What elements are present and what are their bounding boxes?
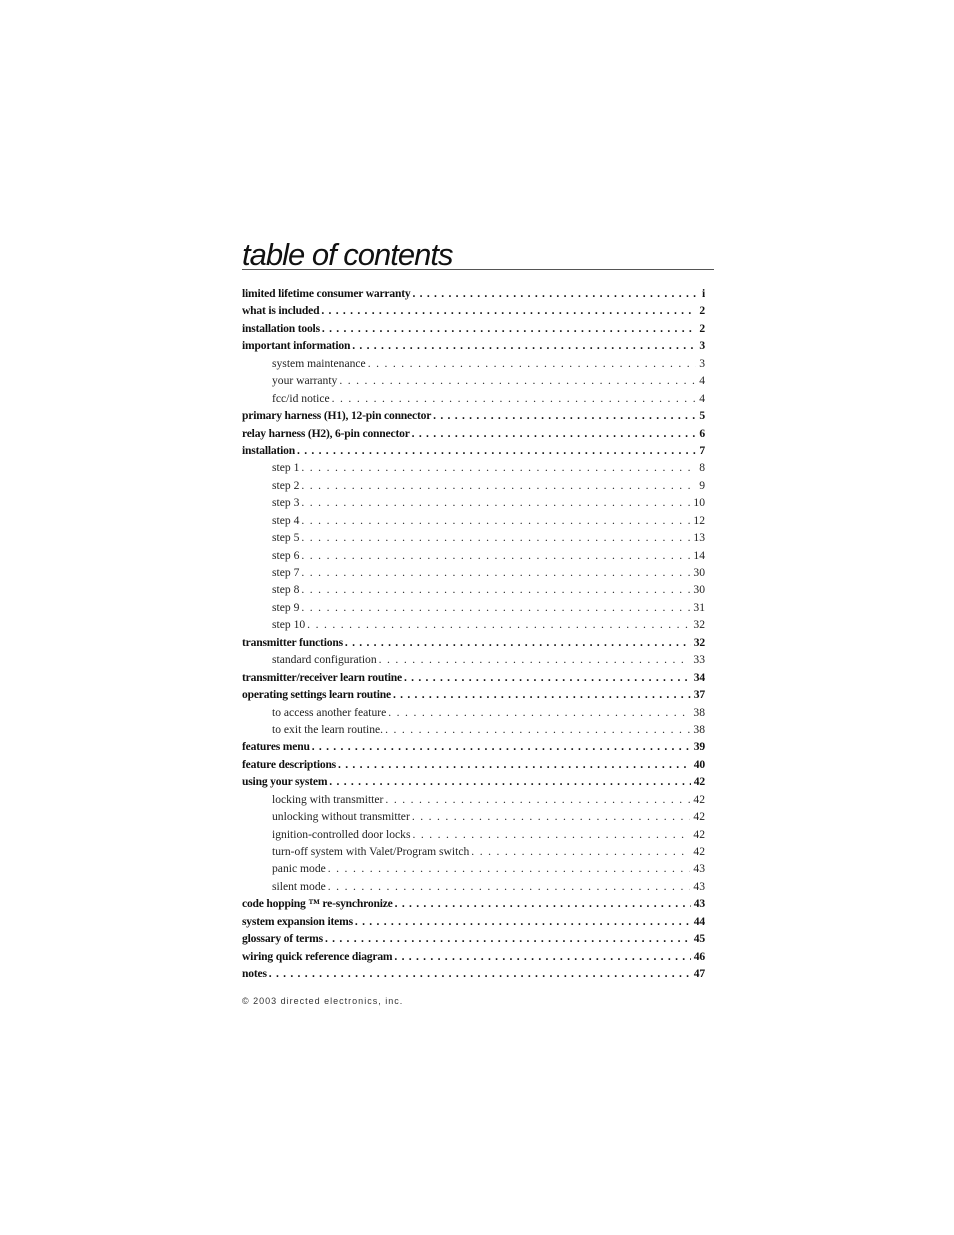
toc-page-number: 43 [693,879,705,893]
toc-page-number: 10 [693,496,705,510]
page-title: table of contents [242,237,453,272]
toc-subentry[interactable] [242,477,705,494]
dot-leader [307,616,690,633]
toc-entry[interactable] [242,965,705,982]
toc-page-number: 42 [693,775,705,789]
dot-leader [301,581,690,598]
toc-entry[interactable] [242,285,705,302]
dot-leader [312,738,691,755]
toc-entry-label: step 2 [272,478,300,492]
toc-page-number: 37 [693,688,705,702]
toc-entry[interactable] [242,634,705,651]
toc-entry-label: step 6 [272,548,300,562]
toc-entry-label: panic mode [272,862,326,876]
toc-entry-label: wiring quick reference diagram [242,949,393,963]
dot-leader [352,337,696,354]
toc-entry-label: silent mode [272,879,326,893]
toc-entry-label: your warranty [272,374,338,388]
toc-entry[interactable] [242,337,705,354]
toc-subentry[interactable] [242,372,705,389]
dot-leader [412,425,697,442]
toc-page-number: 31 [693,600,705,614]
toc-entry-label: locking with transmitter [272,792,384,806]
toc-entry-label: features menu [242,740,310,754]
copyright-notice: © 2003 directed electronics, inc. [242,996,404,1006]
toc-page-number: 32 [693,635,705,649]
dot-leader [301,477,696,494]
title-block [242,236,714,270]
dot-leader [379,651,691,668]
toc-entry[interactable] [242,302,705,319]
dot-leader [322,320,697,337]
toc-entry[interactable] [242,669,705,686]
toc-page-number: i [701,287,705,300]
toc-entry-label: step 4 [272,513,300,527]
toc-entry-label: step 3 [272,496,300,510]
dot-leader [393,686,691,703]
toc-page-number: 4 [699,391,705,405]
dot-leader [385,791,690,808]
toc-subentry[interactable] [242,581,705,598]
toc-entry-label: feature descriptions [242,757,336,771]
dot-leader [301,547,690,564]
toc-page-number: 12 [693,513,705,527]
toc-page-number: 40 [693,757,705,771]
toc-subentry[interactable] [242,651,705,668]
dot-leader [412,808,691,825]
toc-subentry[interactable] [242,826,705,843]
dot-leader [301,459,696,476]
toc-entry-label: ignition-controlled door locks [272,827,411,841]
toc-entry-label: step 10 [272,618,306,632]
toc-entry[interactable] [242,425,705,442]
toc-entry-label: transmitter functions [242,635,343,649]
toc-page-number: 42 [693,810,705,824]
toc-page-number: 6 [699,426,705,440]
toc-entry-label: important information [242,339,351,353]
dot-leader [269,965,691,982]
toc-entry-label: transmitter/receiver learn routine [242,670,402,684]
toc-page-number: 38 [693,722,705,736]
dot-leader [297,442,696,459]
dot-leader [368,355,697,372]
toc-subentry[interactable] [242,564,705,581]
dot-leader [328,878,691,895]
dot-leader [395,895,691,912]
toc-entry-label: relay harness (H2), 6-pin connector [242,426,410,440]
dot-leader [433,407,696,424]
toc-subentry[interactable] [242,843,705,860]
toc-entry-label: step 1 [272,461,300,475]
toc-entry[interactable] [242,442,705,459]
toc-page-number: 14 [693,548,705,562]
toc-list [242,285,705,983]
dot-leader [301,512,690,529]
toc-entry-label: primary harness (H1), 12-pin connector [242,409,432,423]
dot-leader [301,494,690,511]
toc-subentry[interactable] [242,791,705,808]
toc-entry-label: glossary of terms [242,932,323,946]
dot-leader [355,913,691,930]
dot-leader [388,704,690,721]
toc-entry-label: code hopping ™ re-synchronize [242,897,393,911]
toc-entry[interactable] [242,320,705,337]
toc-page-number: 42 [693,827,705,841]
toc-page-number: 8 [699,461,705,475]
toc-entry-label: installation [242,443,296,457]
toc-subentry[interactable] [242,494,705,511]
toc-subentry[interactable] [242,808,705,825]
toc-page-number: 7 [699,443,705,457]
toc-page-number: 3 [699,339,705,353]
toc-page-number: 45 [693,932,705,946]
dot-leader [339,372,696,389]
toc-page-number: 3 [699,356,705,370]
dot-leader [301,564,690,581]
toc-page-number: 9 [699,478,705,492]
toc-page-number: 46 [693,949,705,963]
dot-leader [301,529,690,546]
toc-subentry[interactable] [242,704,705,721]
dot-leader [329,773,691,790]
toc-subentry[interactable] [242,599,705,616]
toc-entry[interactable] [242,407,705,424]
dot-leader [345,634,691,651]
toc-subentry[interactable] [242,860,705,877]
dot-leader [332,390,697,407]
dot-leader [385,721,690,738]
toc-page-number: 44 [693,914,705,928]
toc-entry[interactable] [242,738,705,755]
toc-entry[interactable] [242,930,705,947]
toc-entry-label: system expansion items [242,914,353,928]
toc-page-number: 34 [693,670,705,684]
toc-entry[interactable] [242,913,705,930]
toc-entry[interactable] [242,686,705,703]
dot-leader [404,669,691,686]
toc-subentry[interactable] [242,355,705,372]
toc-page-number: 2 [699,321,705,335]
toc-entry-label: turn-off system with Valet/Program switch [272,845,470,858]
toc-entry-label: step 8 [272,583,300,597]
dot-leader [328,860,691,877]
toc-entry-label: to access another feature [272,705,387,719]
toc-subentry[interactable] [242,721,705,738]
toc-subentry[interactable] [242,390,705,407]
toc-entry-label: what is included [242,304,320,318]
toc-entry[interactable] [242,773,705,790]
toc-page-number: 43 [693,862,705,876]
toc-entry-label: step 9 [272,600,300,614]
toc-entry-label: step 5 [272,531,300,545]
toc-subentry[interactable] [242,459,705,476]
toc-subentry[interactable] [242,547,705,564]
toc-entry[interactable] [242,948,705,965]
dot-leader [394,948,690,965]
toc-page-number: 43 [693,897,705,911]
toc-entry-label: operating settings learn routine [242,688,391,702]
toc-entry-label: unlocking without transmitter [272,810,410,824]
toc-page-number: 30 [693,583,705,597]
toc-entry[interactable] [242,756,705,773]
toc-subentry[interactable] [242,529,705,546]
toc-page-number: 33 [693,653,705,667]
toc-page-number: 38 [693,705,705,719]
dot-leader [301,599,690,616]
toc-entry[interactable] [242,895,705,912]
toc-page-number: 4 [699,374,705,388]
toc-entry-label: standard configuration [272,653,377,667]
dot-leader [321,302,696,319]
dot-leader [412,285,699,302]
toc-entry-label: fcc/id notice [272,391,330,405]
toc-page-number: 32 [693,618,705,632]
toc-page-number: 47 [693,967,705,981]
toc-subentry[interactable] [242,512,705,529]
toc-subentry[interactable] [242,616,705,633]
toc-entry-label: to exit the learn routine. [272,722,384,736]
toc-page-number: 39 [693,740,705,754]
toc-page-number: 2 [699,304,705,318]
dot-leader [471,843,690,860]
toc-page-number: 30 [693,566,705,579]
toc-entry-label: limited lifetime consumer warranty [242,287,411,300]
toc-page-number: 42 [693,845,705,858]
toc-page-number: 13 [693,531,705,545]
toc-entry-label: system maintenance [272,356,366,370]
toc-entry-label: using your system [242,775,328,789]
dot-leader [325,930,691,947]
dot-leader [412,826,690,843]
dot-leader [338,756,691,773]
toc-page-number: 42 [693,792,705,806]
toc-page-number: 5 [699,409,705,423]
toc-subentry[interactable] [242,878,705,895]
toc-entry-label: step 7 [272,566,300,579]
toc-entry-label: installation tools [242,321,320,335]
toc-entry-label: notes [242,967,267,981]
